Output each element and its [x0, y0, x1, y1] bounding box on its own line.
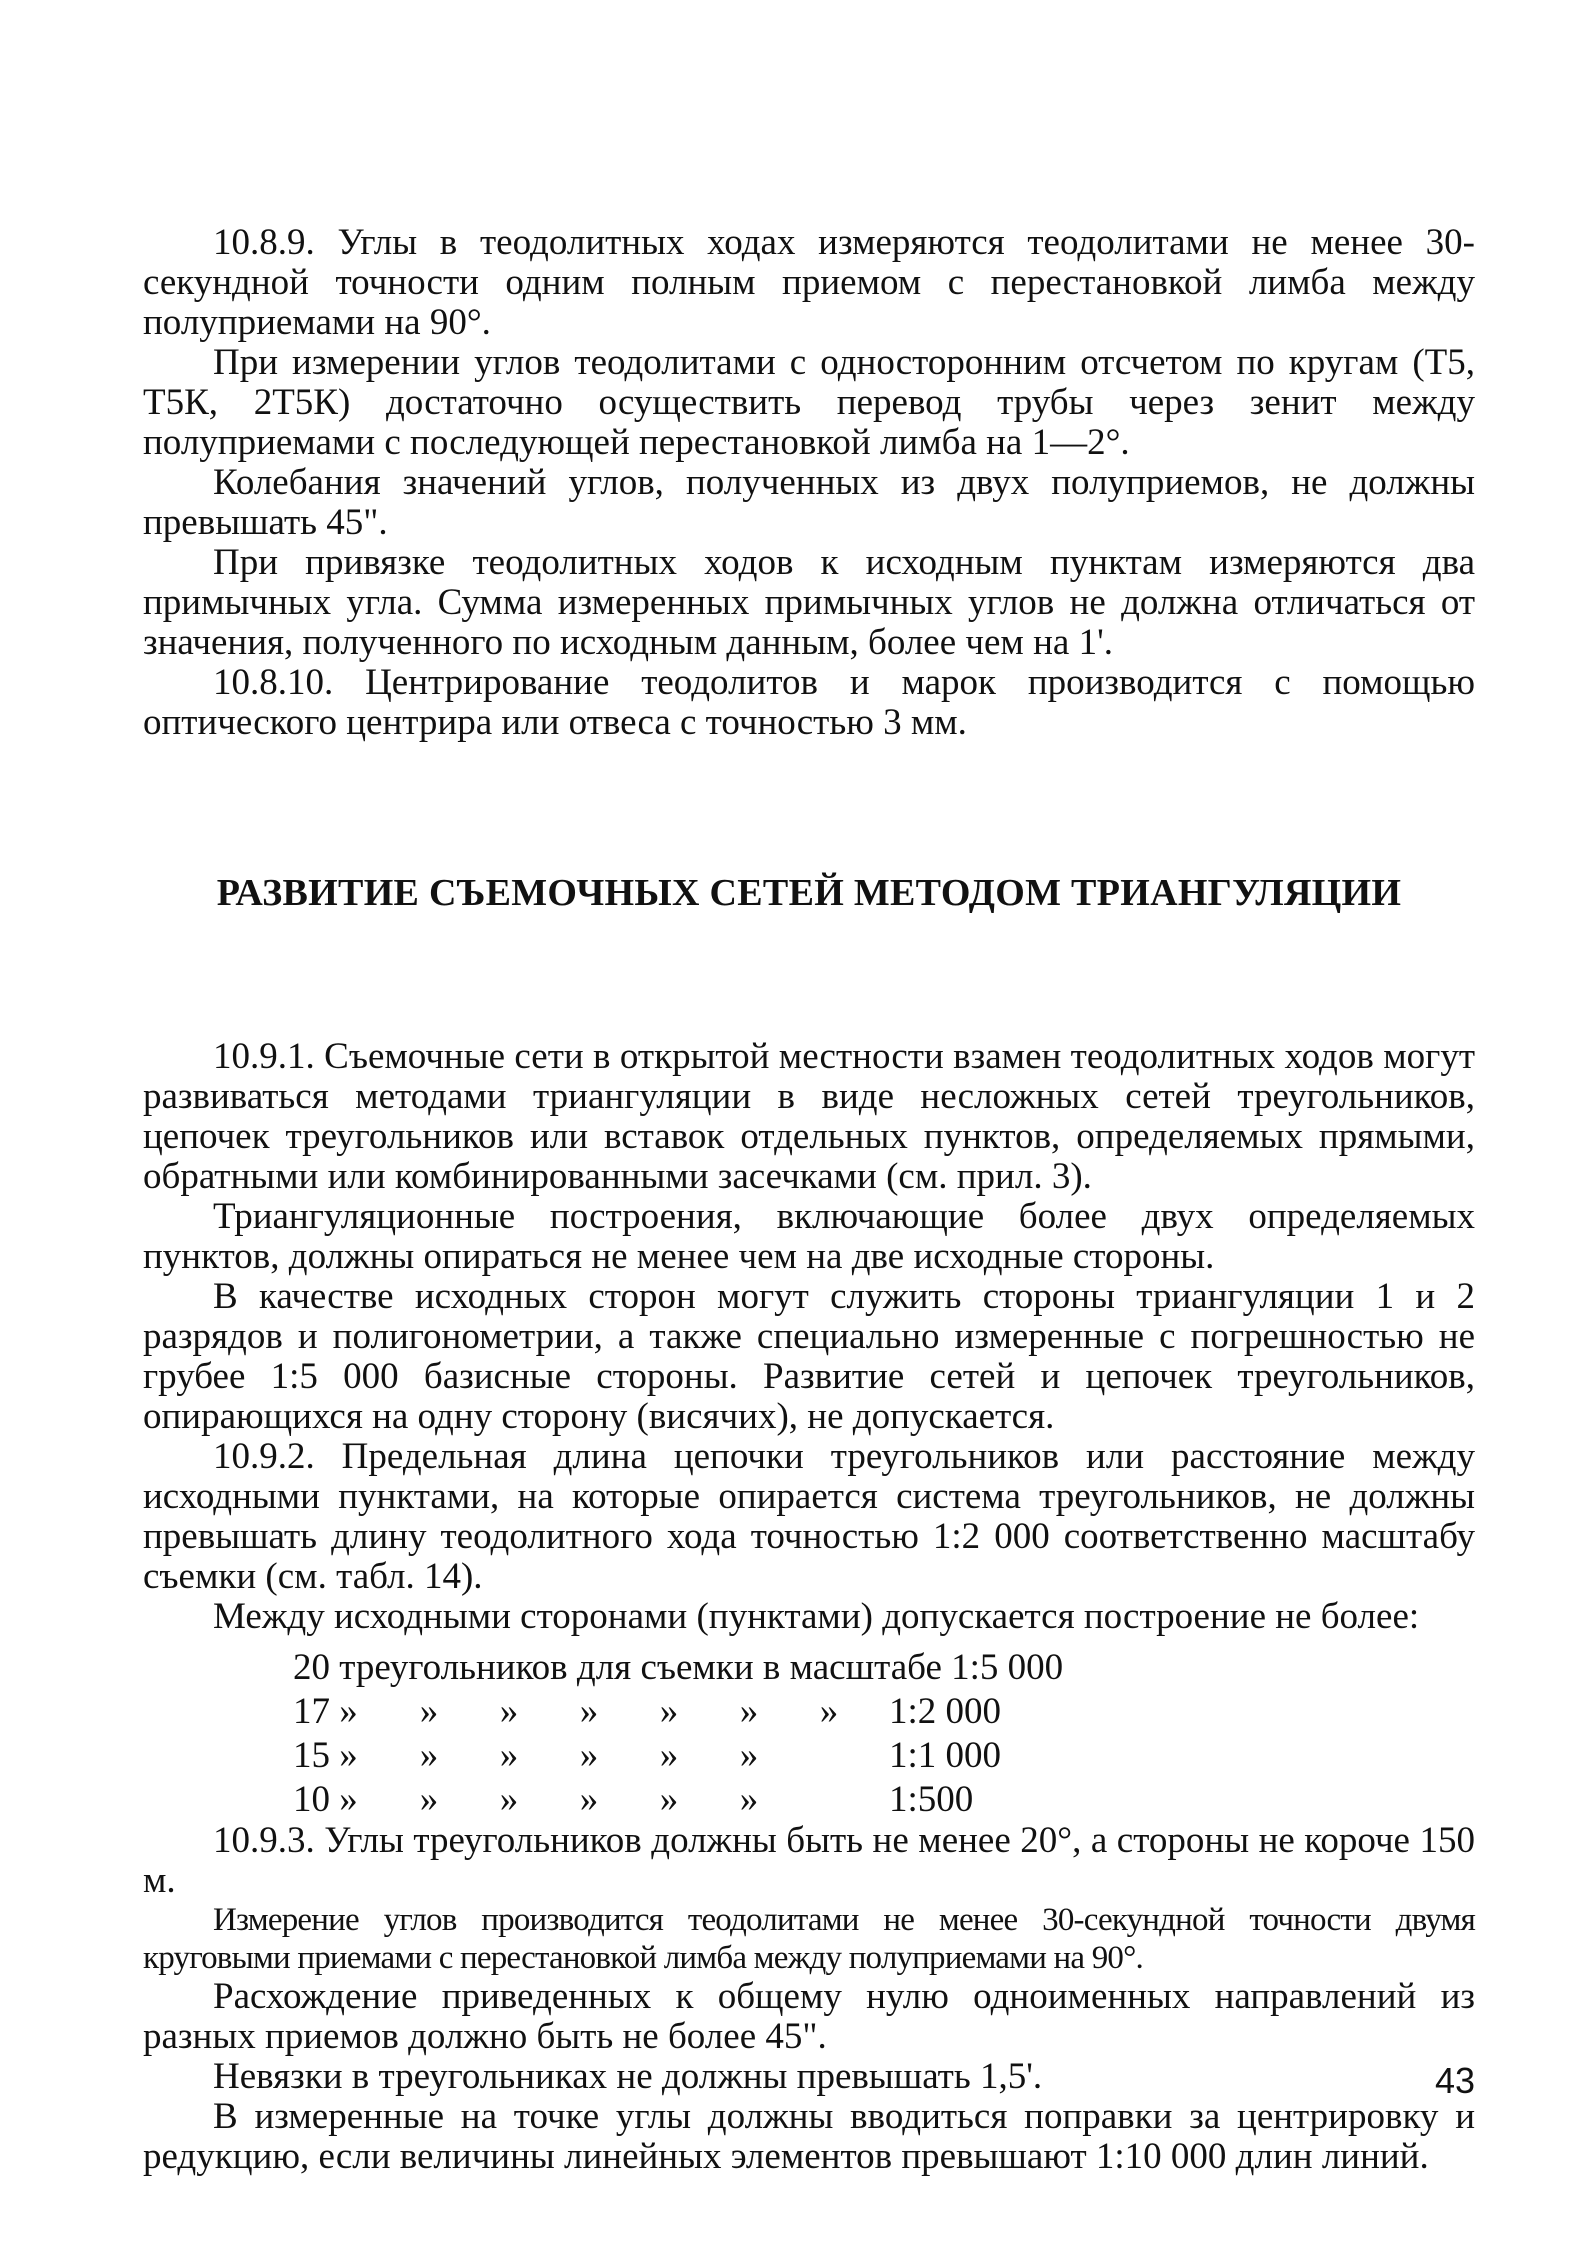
ditto-mark: [789, 1733, 869, 1777]
ditto-mark: »: [659, 1734, 679, 1776]
scale-count: 15 »: [293, 1734, 358, 1776]
paragraph-10-8-10: 10.8.10. Центрирование теодолитов и марок производится с помощью оптического центрира или отвеса с точностью 3 мм.: [143, 662, 1475, 743]
document-page: [143, 223, 1475, 2177]
ditto-mark: »: [499, 1734, 519, 1776]
ditto-mark: »: [499, 1690, 519, 1732]
ditto-mark: »: [419, 1690, 439, 1732]
paragraph-10-8-9: 10.8.9. Углы в теодолитных ходах измеряются теодолитами не менее 30-секундной точности одним полным приемом с перестановкой лимба между полуприемами на 90°.: [143, 222, 1475, 343]
scale-count: 10 »: [293, 1778, 358, 1820]
ditto-mark: »: [659, 1690, 679, 1732]
ditto-mark: »: [819, 1690, 839, 1732]
triangle-scale-list: [293, 1645, 1063, 1821]
ditto-mark: »: [579, 1778, 599, 1820]
scale-row: [293, 1645, 1063, 1689]
paragraph-angle-variation: Колебания значений углов, полученных из двух полуприемов, не должны превышать 45".: [143, 462, 1475, 543]
ditto-mark: [789, 1777, 869, 1821]
paragraph-10-9-2: 10.9.2. Предельная длина цепочки треугольников или расстояние между исходными пунктами, на которые опирается система треугольников, не должны превышать длину теодолитного хода точностью 1:2 000 соответственно масштабу съемки (см. табл. 14).: [143, 1436, 1475, 1597]
paragraph-centering-corrections: В измеренные на точке углы должны вводиться поправки за центрировку и редукцию, если величины линейных элементов превышают 1:10 000 длин линий.: [143, 2096, 1475, 2177]
ditto-mark: »: [499, 1778, 519, 1820]
scale-row: [293, 1689, 1063, 1733]
page-number: 43: [1434, 2060, 1475, 2101]
paragraph-adjacent-angles: При привязке теодолитных ходов к исходным пунктам измеряются два примычных угла. Сумма измеренных примычных углов не должна отличаться от значения, полученного по исходным данным, более чем на 1'.: [143, 542, 1475, 663]
paragraph-10-9-3: 10.9.3. Углы треугольников должны быть не менее 20°, а стороны не короче 150 м.: [143, 1820, 1475, 1901]
scale-row: [293, 1733, 1063, 1777]
paragraph-10-9-1: 10.9.1. Съемочные сети в открытой местности взамен теодолитных ходов могут развиваться методами триангуляции в виде несложных сетей треугольников, цепочек треугольников или вставок отдельных пунктов, определяемых прямыми, обратными или комбинированными засечками (см. прил. 3).: [143, 1036, 1475, 1197]
scale-value: 1:500: [889, 1778, 974, 1820]
paragraph-triangle-closure: Невязки в треугольниках не должны превышать 1,5'.: [213, 2056, 1043, 2097]
scale-row-first: 20 треугольников для съемки в масштабе 1:5 000: [293, 1646, 1064, 1688]
scale-count: 17 »: [293, 1690, 358, 1732]
ditto-mark: »: [419, 1778, 439, 1820]
ditto-mark: »: [579, 1690, 599, 1732]
scale-row: [293, 1777, 1063, 1821]
section-heading: РАЗВИТИЕ СЪЕМОЧНЫХ СЕТЕЙ МЕТОДОМ ТРИАНГУЛЯЦИИ: [216, 872, 1402, 914]
paragraph-initial-sides: В качестве исходных сторон могут служить стороны триангуляции 1 и 2 разрядов и полигонометрии, а также специально измеренные с погрешностью не грубее 1:5 000 базисные стороны. Развитие сетей и цепочек треугольников, опирающихся на одну сторону (висячих), не допускается.: [143, 1276, 1475, 1437]
scale-value: 1:2 000: [889, 1690, 1002, 1732]
ditto-mark: »: [419, 1734, 439, 1776]
scale-value: 1:1 000: [889, 1734, 1002, 1776]
paragraph-angle-measurement: При измерении углов теодолитами с односторонним отсчетом по кругам (Т5, Т5К, 2Т5К) достаточно осуществить перевод трубы через зенит между полуприемами с последующей перестановкой лимба на 1—2°.: [143, 342, 1475, 463]
ditto-mark: »: [579, 1734, 599, 1776]
paragraph-between-initial-sides: Между исходными сторонами (пунктами) допускается построение не более:: [213, 1596, 1420, 1637]
ditto-mark: »: [739, 1778, 759, 1820]
paragraph-angle-measurement-method: Измерение углов производится теодолитами не менее 30-секундной точности двумя круговыми приемами с перестановкой лимба между полуприемами на 90°.: [143, 1902, 1475, 1976]
ditto-mark: »: [739, 1734, 759, 1776]
paragraph-direction-discrepancy: Расхождение приведенных к общему нулю одноименных направлений из разных приемов должно быть не более 45".: [143, 1976, 1475, 2057]
paragraph-triangulation-constructions: Триангуляционные построения, включающие более двух определяемых пунктов, должны опираться не менее чем на две исходные стороны.: [143, 1196, 1475, 1277]
ditto-mark: »: [659, 1778, 679, 1820]
ditto-mark: »: [739, 1690, 759, 1732]
